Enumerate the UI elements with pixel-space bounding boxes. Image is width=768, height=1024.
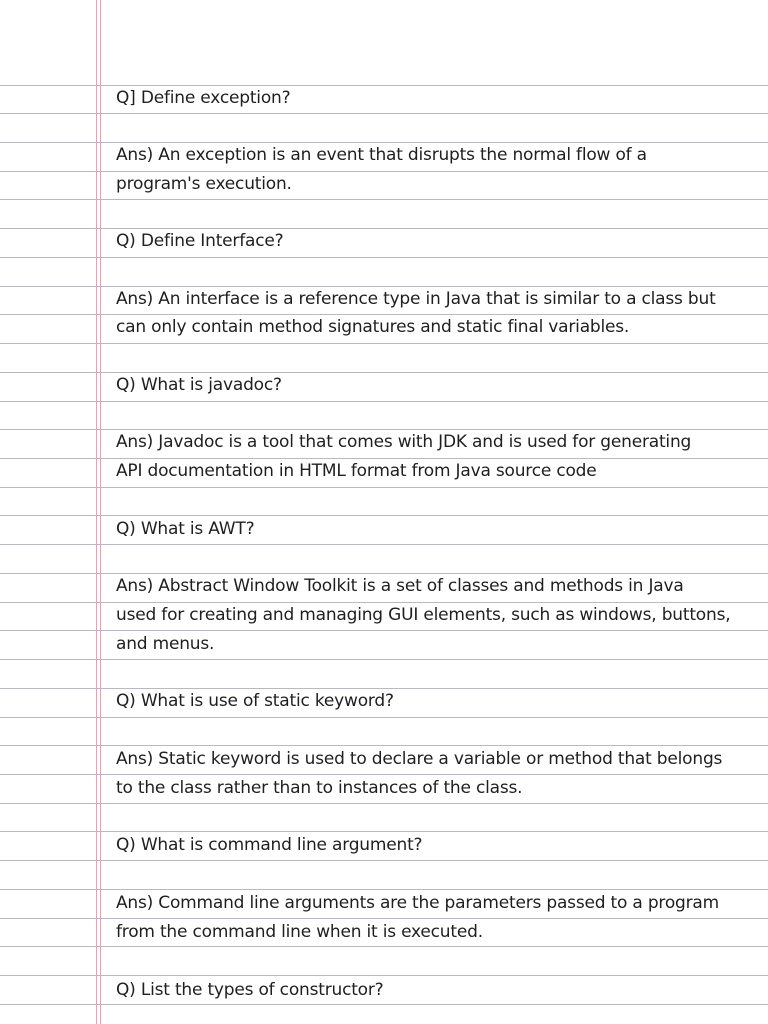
margin-line <box>96 0 97 1024</box>
answer-line: Ans) Static keyword is used to declare a variable or method that belongs <box>116 749 723 769</box>
answer-line: program's execution. <box>116 174 292 194</box>
question-line: Q) What is use of static keyword? <box>116 691 394 711</box>
question-line: Q) List the types of constructor? <box>116 980 384 1000</box>
rule-line <box>0 659 768 660</box>
rule-line <box>0 717 768 718</box>
rule-line <box>0 946 768 947</box>
rule-line <box>0 343 768 344</box>
answer-line: Ans) Command line arguments are the parameters passed to a program <box>116 893 719 913</box>
answer-line: Ans) Abstract Window Toolkit is a set of classes and methods in Java <box>116 576 684 596</box>
answer-line: API documentation in HTML format from Java source code <box>116 461 597 481</box>
rule-line <box>0 1004 768 1005</box>
rule-line <box>0 803 768 804</box>
answer-line: and menus. <box>116 634 215 654</box>
rule-line <box>0 401 768 402</box>
question-line: Q] Define exception? <box>116 88 291 108</box>
answer-line: Ans) An interface is a reference type in Java that is similar to a class but <box>116 289 716 309</box>
question-line: Q) What is AWT? <box>116 519 255 539</box>
answer-line: Ans) An exception is an event that disrupts the normal flow of a <box>116 145 647 165</box>
question-line: Q) Define Interface? <box>116 231 284 251</box>
rule-line <box>0 257 768 258</box>
rule-line <box>0 860 768 861</box>
rule-line <box>0 113 768 114</box>
rule-line <box>0 544 768 545</box>
answer-line: from the command line when it is executed. <box>116 922 483 942</box>
answer-line: used for creating and managing GUI elements, such as windows, buttons, <box>116 605 731 625</box>
rule-line <box>0 487 768 488</box>
question-line: Q) What is command line argument? <box>116 835 423 855</box>
margin-line <box>100 0 101 1024</box>
answer-line: can only contain method signatures and static final variables. <box>116 317 630 337</box>
rule-line <box>0 199 768 200</box>
question-line: Q) What is javadoc? <box>116 375 282 395</box>
answer-line: to the class rather than to instances of the class. <box>116 778 523 798</box>
answer-line: Ans) Javadoc is a tool that comes with JDK and is used for generating <box>116 432 692 452</box>
